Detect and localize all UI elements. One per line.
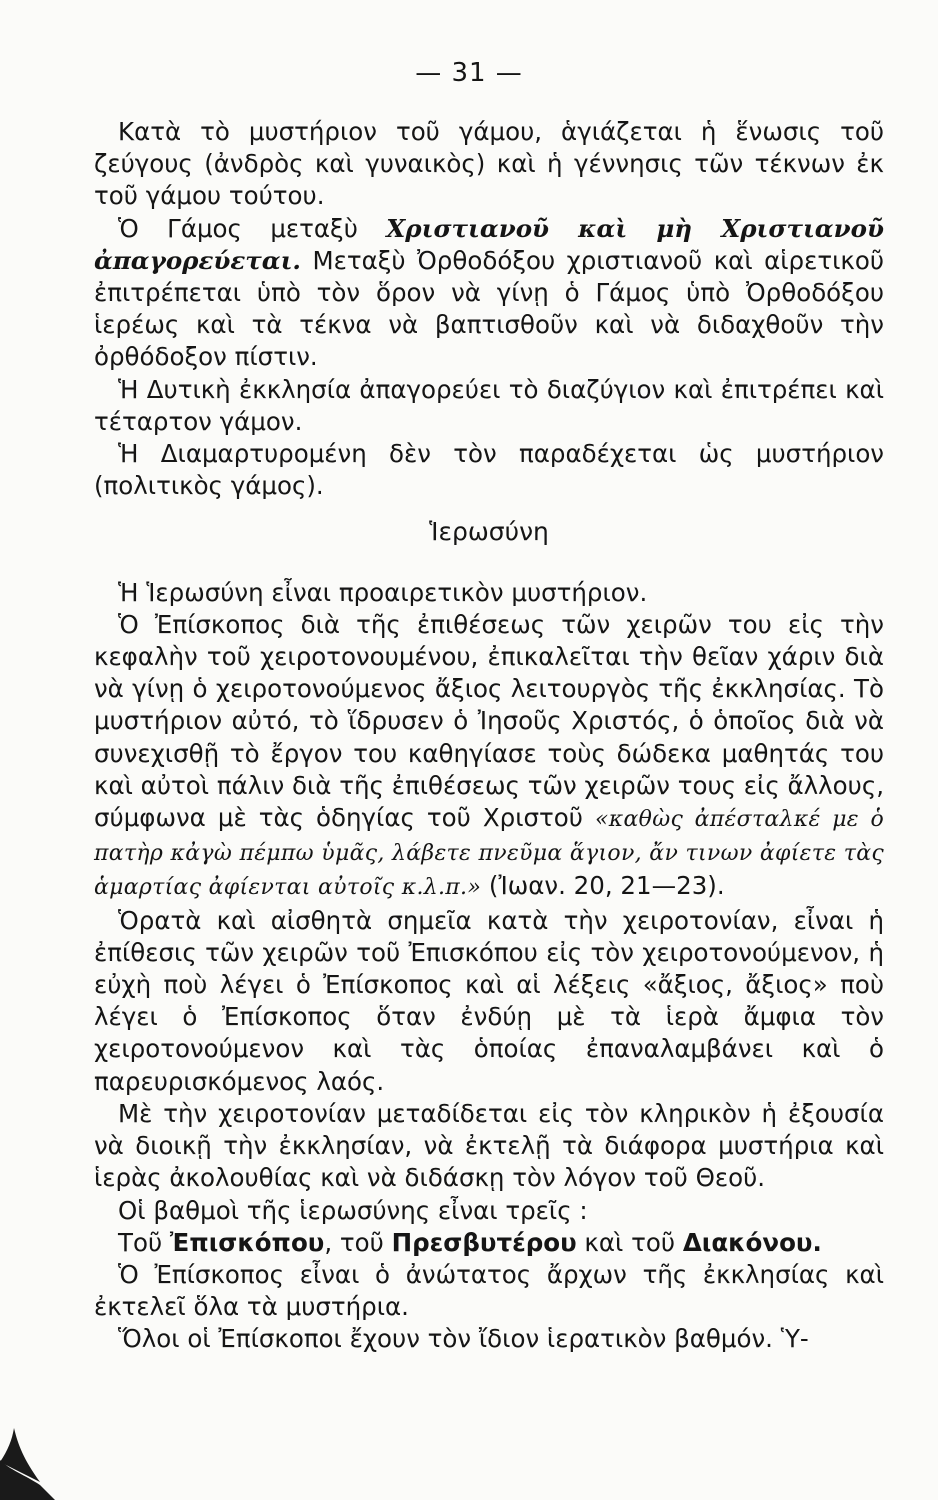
text-span: Ὁ Ἐπίσκοπος διὰ τῆς ἐπιθέσεως τῶν χειρῶν του εἰς τὴν κεφαλὴν τοῦ χειροτονουμένου, ἐπικαλεῖται τὴν θεῖαν χάριν διὰ νὰ γίνῃ ὁ χειροτονούμενος ἄξιος λειτουργὸς τῆς ἐκκλησίας. Τὸ μυστήριον αὐτό, τὸ ἵδρυσεν ὁ Ἰησοῦς Χριστός, ὁ ὁποῖος διὰ νὰ συνεχισθῇ τὸ ἔργον του καθηγίασε τοὺς δώδεκα μαθητάς του καὶ αὐτοὶ πάλιν διὰ τῆς ἐπιθέσεως τῶν χειρῶν τους εἰς ἄλλους, σύμφωνα μὲ τὰς ὁδηγίας τοῦ Χριστοῦ bbox=[94, 609, 884, 833]
paragraph-degree-list bbox=[94, 1227, 884, 1259]
text-span: , τοῦ bbox=[324, 1227, 392, 1257]
section-heading: Ἱερωσύνη bbox=[429, 517, 549, 547]
paragraph-western-church: Ἡ Δυτικὴ ἐκκλησία ἀπαγορεύει τὸ διαζύγιον καὶ ἐπιτρέπει καὶ τέταρτον γάμον. bbox=[94, 374, 884, 436]
text-span: Μεταξὺ Ὀρθοδόξου χριστιανοῦ καὶ αἱρετικοῦ ἐπιτρέπεται ὑπὸ τὸν ὅρον νὰ γίνῃ ὁ Γάμος ὑπὸ Ὀρθοδόξου ἱερέως καὶ τὰ τέκνα νὰ βαπτισθοῦν καὶ νὰ διδαχθοῦν τὴν ὀρθόδοξον πίστιν. bbox=[94, 245, 884, 372]
scripture-reference: (Ἰωαν. 20, 21—23). bbox=[481, 871, 725, 901]
paragraph-visible-signs: Ὁρατὰ καὶ αἰσθητὰ σημεῖα κατὰ τὴν χειροτονίαν, εἶναι ἡ ἐπίθεσις τῶν χειρῶν τοῦ Ἐπισκόπου εἰς τὸν χειροτονούμενον, ἡ εὐχὴ ποὺ λέγει ὁ Ἐπίσκοπος καὶ αἱ λέξεις «ἄξιος, ἄξιος» ποὺ λέγει ὁ Ἐπίσκοπος ὅταν ἐνδύῃ μὲ τὰ ἱερὰ ἄμφια τὸν χειροτονούμενον καὶ τὰς ὁποίας ἐπαναλαμβάνει καὶ ὁ παρευρισκόμενος λαός. bbox=[94, 905, 884, 1096]
paragraph-protestant: Ἡ Διαμαρτυρομένη δὲν τὸν παραδέχεται ὡς μυστήριον (πολιτικὸς γάμος). bbox=[94, 439, 884, 501]
paragraph-authority: Μὲ τὴν χειροτονίαν μεταδίδεται εἰς τὸν κληρικὸν ἡ ἐξουσία νὰ διοικῇ τὴν ἐκκλησίαν, νὰ ἐκτελῇ τὰ διάφορα μυστήρια καὶ ἱερὰς ἀκολουθίας καὶ νὰ διδάσκῃ τὸν λόγον τοῦ Θεοῦ. bbox=[94, 1098, 884, 1193]
corner-scan-mark bbox=[0, 1420, 60, 1500]
degree-bishop: Ἐπισκόπου bbox=[169, 1227, 325, 1257]
emphasis-text: Χριστιανοῦ καὶ μὴ Χριστιανοῦ ἀπαγορεύεται. bbox=[94, 213, 885, 275]
scripture-quote: «καθὼς ἀπέσταλκέ με ὁ πατὴρ κἀγὼ πέμπω ὑμᾶς, λάβετε πνεῦμα ἅγιον, ἄν τινων ἀφίετε τὰς ἁμαρτίας ἀφίενται αὐτοῖς κ.λ.π.» bbox=[94, 807, 885, 901]
text-span: Ὁ Γάμος μεταξὺ bbox=[118, 213, 387, 243]
degree-deacon: Διακόνου. bbox=[682, 1227, 822, 1257]
degree-presbyter: Πρεσβυτέρου bbox=[391, 1227, 577, 1257]
text-span: Τοῦ bbox=[118, 1227, 170, 1257]
text-span: καὶ τοῦ bbox=[576, 1227, 683, 1257]
page-body bbox=[94, 116, 884, 1356]
paragraph-degrees: Οἱ βαθμοὶ τῆς ἱερωσύνης εἶναι τρεῖς : bbox=[118, 1195, 588, 1225]
page-number: — 31 — bbox=[415, 58, 523, 88]
paragraph-bishop: Ὁ Ἐπίσκοπος εἶναι ὁ ἀνώτατος ἄρχων τῆς ἐκκλησίας καὶ ἐκτελεῖ ὅλα τὰ μυστήρια. bbox=[94, 1259, 884, 1322]
paragraph-marriage-sanctification: Κατὰ τὸ μυστήριον τοῦ γάμου, ἁγιάζεται ἡ ἕνωσις τοῦ ζεύγους (ἀνδρὸς καὶ γυναικὸς) καὶ ἡ γέννησις τῶν τέκνων ἐκ τοῦ γάμου τούτου. bbox=[94, 117, 884, 211]
paragraph-priesthood-intro: Ἡ Ἱερωσύνη εἶναι προαιρετικὸν μυστήριον. bbox=[118, 577, 648, 607]
paragraph-mixed-marriage bbox=[94, 213, 884, 374]
paragraph-ordination bbox=[94, 609, 884, 905]
paragraph-all-bishops: Ὅλοι οἱ Ἐπίσκοποι ἔχουν τὸν ἴδιον ἱερατικὸν βαθμόν. Ὑ- bbox=[118, 1324, 809, 1354]
